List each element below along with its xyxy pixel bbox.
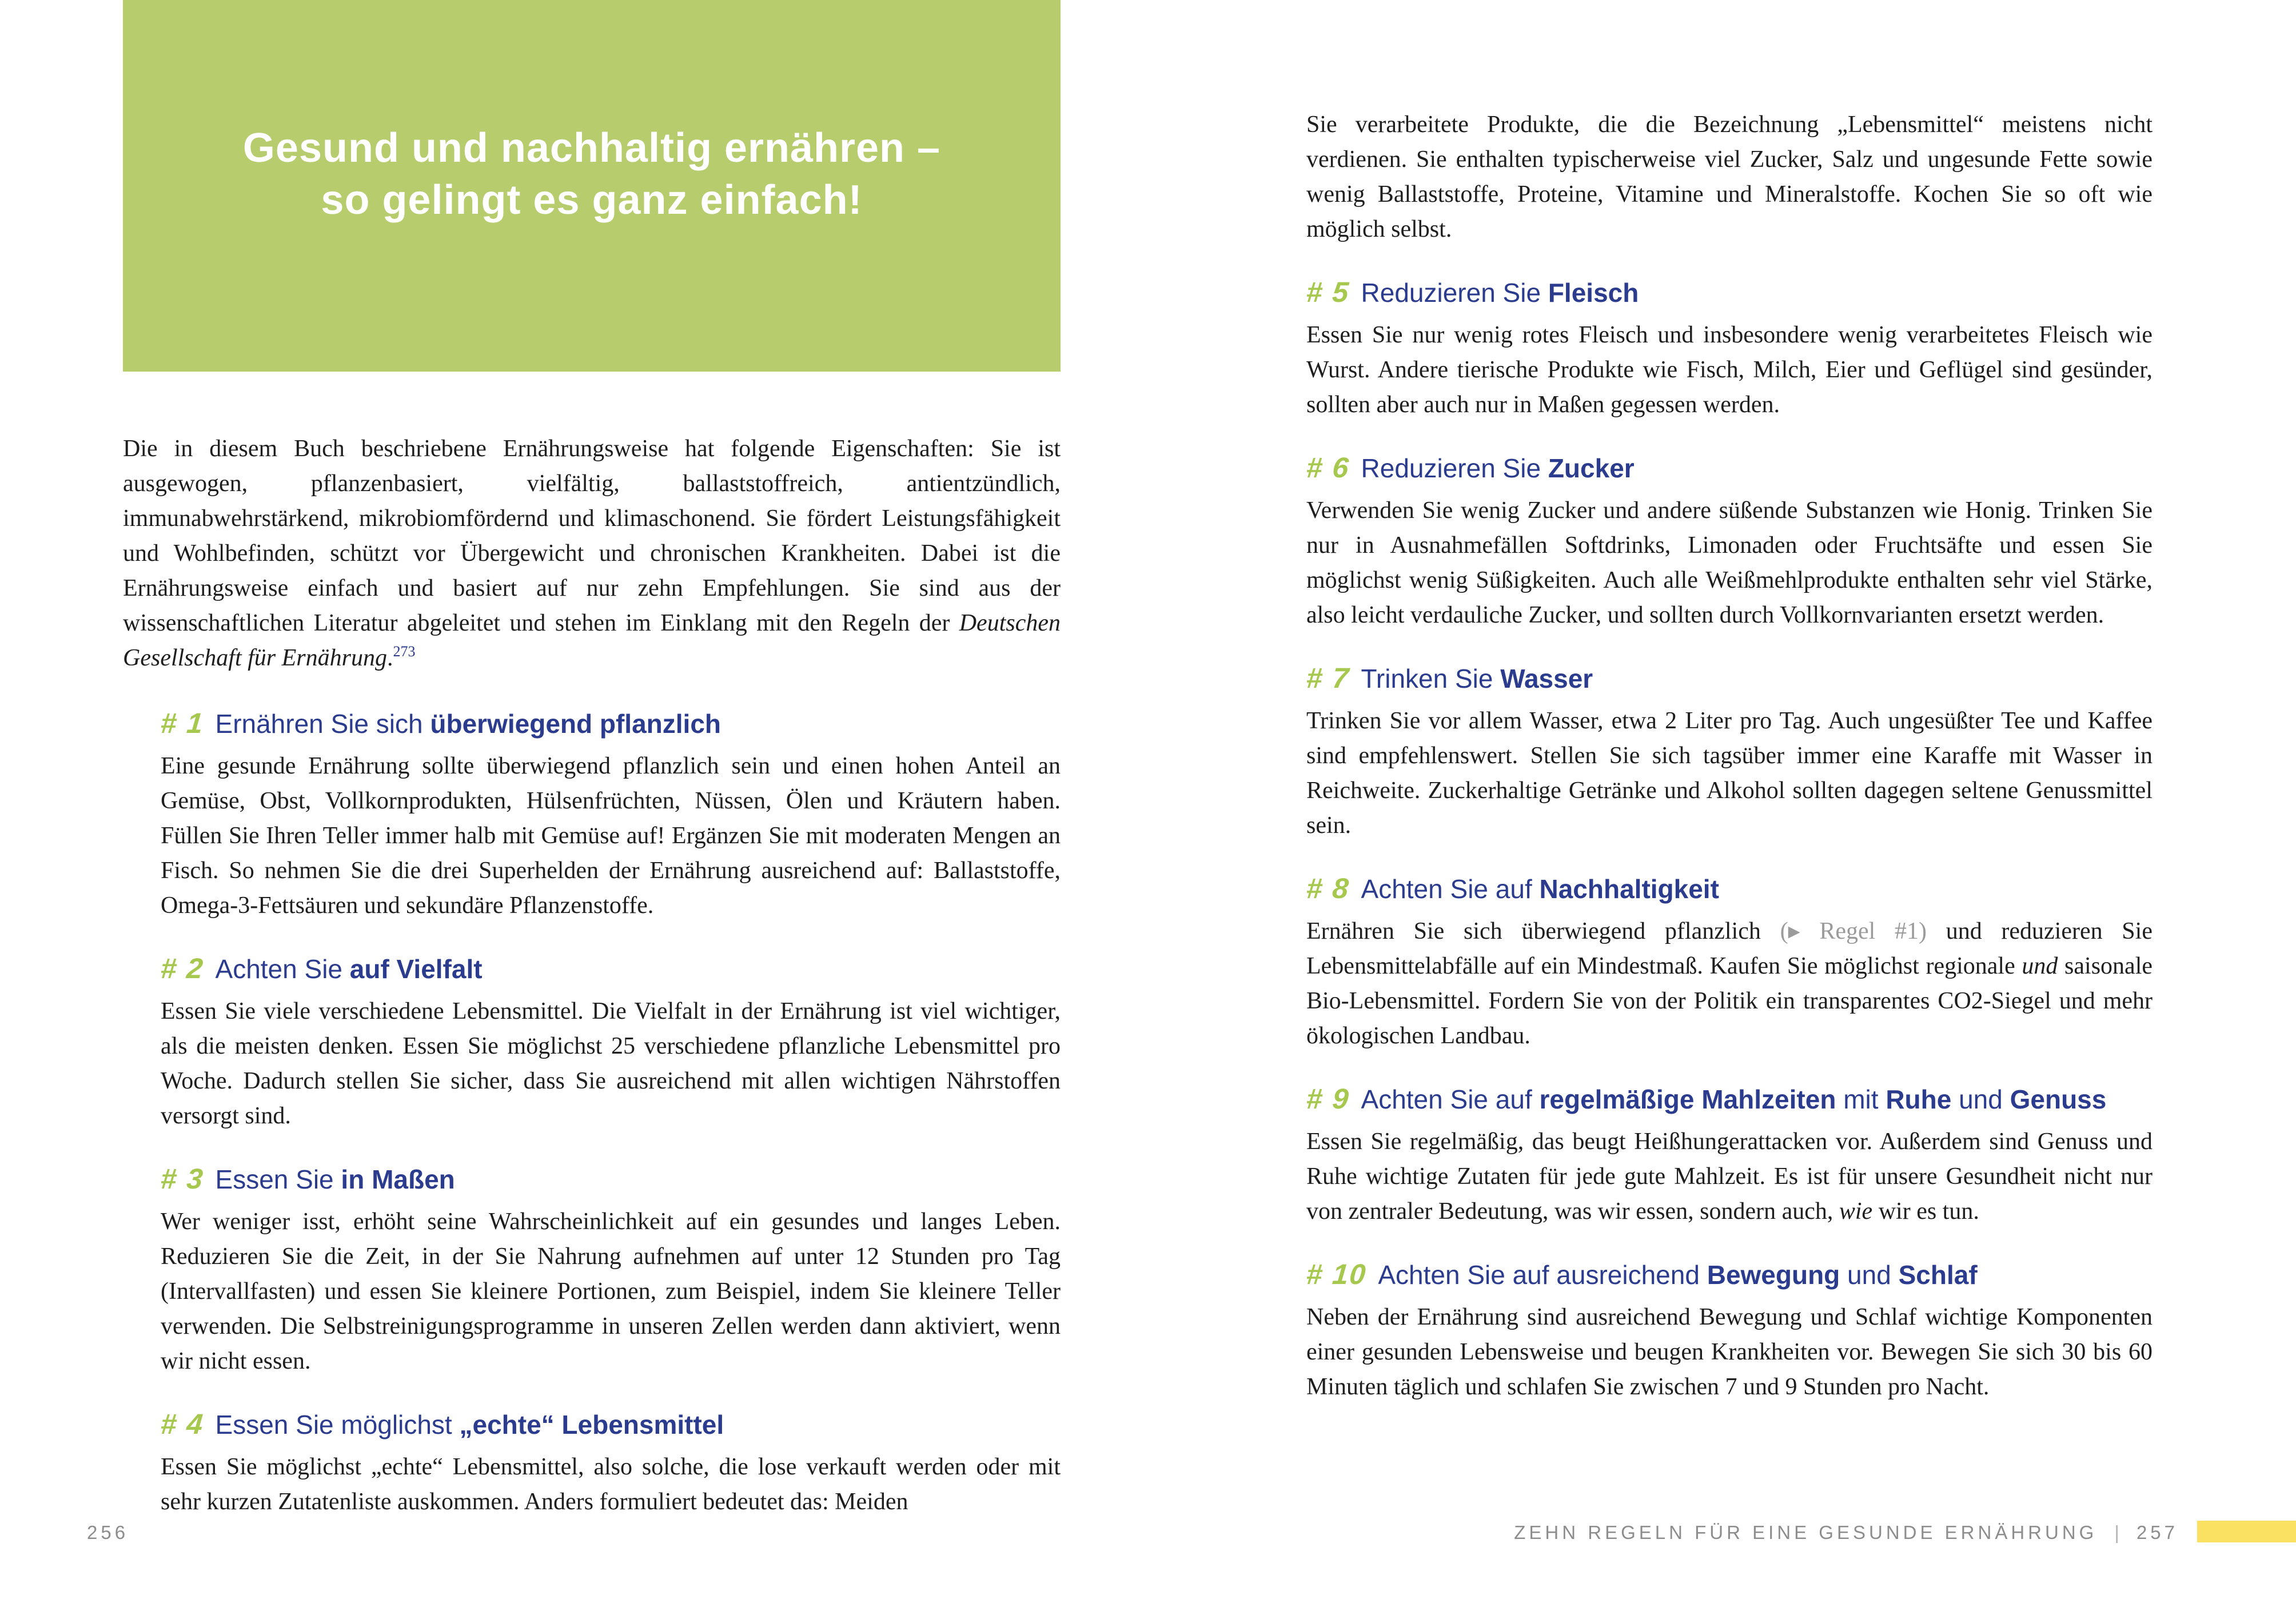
text-segment: Ernähren Sie sich überwiegend pflanzlich [1306, 918, 1780, 944]
text-segment: auf Vielfalt [349, 954, 483, 984]
rule-heading [161, 707, 1061, 740]
page-right [1305, 0, 2178, 1607]
rule-body [1306, 318, 2152, 422]
text-segment: Bewegung [1707, 1260, 1840, 1290]
rule-heading [161, 1407, 1061, 1441]
text-segment: Ruhe [1886, 1084, 1952, 1114]
rule-number: # 5 [1305, 276, 1351, 308]
page-number-left: 256 [87, 1522, 129, 1543]
text-segment: Wasser [1500, 664, 1593, 693]
text-segment: 273 [393, 643, 416, 660]
rule-heading [1306, 872, 2152, 905]
text-segment: und [2022, 953, 2058, 979]
rule-number: # 4 [159, 1408, 205, 1440]
text-segment: Essen Sie viele verschiedene Lebensmittel. Die Vielfalt in der Ernährung ist viel wichtiger, als die meisten denken. Essen Sie möglichst 25 verschiedene pflanzliche Lebensmittel pro Woche. Dadurch stellen Sie sicher, dass Sie ausreichend mit allen wichtigen Nährstoffen versorgt sind. [161, 998, 1061, 1129]
text-segment: wie [1839, 1198, 1873, 1225]
rule-body [161, 749, 1061, 923]
intro-paragraph [123, 432, 1061, 678]
text-segment: Eine gesunde Ernährung sollte überwiegend pflanzlich sein und einen hohen Anteil an Gemüse, Obst, Vollkornprodukten, Hülsenfrüchten, Nüssen, Ölen und Kräutern haben. Füllen Sie Ihren Teller immer halb mit Gemüse auf! Ergänzen Sie mit moderaten Mengen an Fisch. So nehmen Sie die drei Superhelden der Ernährung ausreichend auf: Ballaststoffe, Omega-3-Fettsäuren und sekundäre Pflanzenstoffe. [161, 753, 1061, 919]
text-segment: Essen Sie nur wenig rotes Fleisch und insbesondere wenig verarbeitetes Fleisch wie Wurst. Andere tierische Produkte wie Fisch, Milch, Eier und Geflügel sind gesünder, sollten aber auch nur in Maßen gegessen werden. [1306, 322, 2152, 418]
rule-heading [1306, 1258, 2152, 1291]
rule-heading [161, 1162, 1061, 1195]
rule-number: # 1 [159, 707, 205, 739]
rule-heading [161, 952, 1061, 985]
text-segment: und [1951, 1084, 2010, 1114]
running-head-title: ZEHN REGELN FÜR EINE GESUNDE ERNÄHRUNG [1514, 1522, 2098, 1543]
rules-list-left [161, 707, 1061, 1520]
text-segment: Trinken Sie [1361, 664, 1501, 693]
text-segment: Schlaf [1898, 1260, 1978, 1290]
rules-list-right [1306, 276, 2152, 1405]
rule-section [161, 707, 1061, 923]
rule-section [1306, 451, 2152, 633]
page-left [87, 0, 1061, 1607]
text-segment: Nachhaltigkeit [1539, 874, 1719, 904]
text-segment: Achten Sie auf [1361, 874, 1540, 904]
rule-section [1306, 276, 2152, 422]
text-segment: Achten Sie auf ausreichend [1378, 1260, 1707, 1290]
text-segment: (▸ Regel #1) [1780, 918, 1927, 944]
chapter-title [243, 122, 940, 226]
text-segment: Sie verarbeitete Produkte, die die Bezeichnung „Lebensmittel“ meistens nicht verdienen. Sie enthalten typischerweise viel Zucker, Salz und ungesunde Fette sowie wenig Ballaststoffe, Proteine, Vitamine und Mineralstoffe. Kochen Sie so oft wie möglich selbst. [1306, 111, 2152, 242]
text-segment: Achten Sie [215, 954, 350, 984]
text-segment: Trinken Sie vor allem Wasser, etwa 2 Liter pro Tag. Auch ungesüßter Tee und Kaffee sind empfehlenswert. Stellen Sie sich tagsüber immer eine Karaffe mit Wasser in Reichweite. Zuckerhaltige Getränke und Alkohol sollten dagegen seltene Genussmittel sein. [1306, 708, 2152, 839]
rule-body [1306, 1300, 2152, 1405]
text-segment: „echte“ Lebensmittel [459, 1410, 724, 1439]
text-segment: Reduzieren Sie [1361, 453, 1548, 483]
footer-separator: | [2114, 1522, 2119, 1543]
rule-body [161, 994, 1061, 1134]
text-segment: regelmäßige Mahlzeiten [1539, 1084, 1836, 1114]
continuation-paragraph [1306, 107, 2152, 247]
rule-section [1306, 1082, 2152, 1229]
text-segment: Zucker [1548, 453, 1635, 483]
rule-number: # 10 [1305, 1258, 1368, 1290]
text-segment: Neben der Ernährung sind ausreichend Bewegung und Schlaf wichtige Komponenten einer gesunden Lebensweise und beugen Krankheiten vor. Bewegen Sie sich 30 bis 60 Minuten täglich und schlafen Sie zwischen 7 und 9 Stunden pro Nacht. [1306, 1304, 2152, 1400]
text-segment: . [386, 645, 393, 671]
chapter-title-box [123, 0, 1061, 372]
chapter-edge-tab [2197, 1521, 2296, 1542]
rule-section [1306, 661, 2152, 843]
text-segment: Essen Sie möglichst [215, 1410, 460, 1439]
rule-heading [1306, 661, 2152, 695]
rule-section [161, 1162, 1061, 1379]
text-segment: Essen Sie regelmäßig, das beugt Heißhungerattacken vor. Außerdem sind Genuss und Ruhe wichtige Zutaten für jede gute Mahlzeit. Es ist für unsere Gesundheit nicht nur von zentraler Bedeutung, was wir essen, sondern auch, [1306, 1129, 2152, 1225]
rule-number: # 8 [1305, 872, 1351, 904]
rule-body [1306, 493, 2152, 633]
rule-section [161, 952, 1061, 1134]
rule-number: # 6 [1305, 452, 1351, 484]
rule-number: # 9 [1305, 1083, 1351, 1115]
rule-body [1306, 704, 2152, 843]
rule-body [161, 1450, 1061, 1520]
rule-body [1306, 914, 2152, 1054]
text-segment: mit [1836, 1084, 1886, 1114]
text-segment: Achten Sie auf [1361, 1084, 1540, 1114]
text-segment: und [1840, 1260, 1899, 1290]
text-segment: überwiegend pflanzlich [430, 709, 721, 739]
rule-section [1306, 872, 2152, 1054]
text-segment: saisonale Bio-Lebensmittel. Fordern Sie von der Politik ein transparentes CO2-Siegel und mehr ökologischen Landbau. [1306, 953, 2153, 1049]
rule-heading [1306, 1082, 2152, 1115]
rule-number: # 2 [159, 952, 205, 984]
chapter-title-line1: Gesund und nachhaltig ernähren – [242, 125, 941, 172]
chapter-title-line2: so gelingt es ganz einfach! [321, 177, 863, 223]
text-segment: in Maßen [341, 1165, 455, 1194]
rule-number: # 7 [1305, 662, 1351, 694]
text-segment: Fleisch [1548, 278, 1639, 308]
text-segment: Essen Sie [215, 1165, 341, 1194]
rule-body [161, 1205, 1061, 1379]
rule-heading [1306, 451, 2152, 484]
text-segment: und reduzieren Sie Lebensmittelabfälle auf ein Mindestmaß. Kaufen Sie möglichst regionale [1306, 918, 2152, 979]
rule-section [1306, 1258, 2152, 1405]
text-segment: Deutschen Gesellschaft für Ernährung [123, 610, 1061, 671]
text-segment: Ernähren Sie sich [215, 709, 431, 739]
running-footer-right [1514, 1522, 2178, 1544]
text-segment: Reduzieren Sie [1361, 278, 1548, 308]
text-segment: Essen Sie möglichst „echte“ Lebensmittel, also solche, die lose verkauft werden oder mit sehr kurzen Zutatenliste auskommen. Anders formuliert bedeutet das: Meiden [161, 1454, 1061, 1515]
rule-heading [1306, 276, 2152, 309]
text-segment: Die in diesem Buch beschriebene Ernährungsweise hat folgende Eigenschaften: Sie ist ausgewogen, pflanzenbasiert, vielfältig, ballaststoffreich, antientzündlich, immunabwehrstärkend, mikrobiomfördernd und klimaschonend. Sie fördert Leistungsfähigkeit und Wohlbefinden, schützt vor Übergewicht und chronischen Krankheiten. Dabei ist die Ernährungsweise einfach und basiert auf nur zehn Empfehlungen. Sie sind aus der wissenschaftlichen Literatur abgeleitet und stehen im Einklang mit den Regeln der [123, 436, 1061, 636]
text-segment: Genuss [2010, 1084, 2107, 1114]
rule-section [161, 1407, 1061, 1520]
rule-body [1306, 1124, 2152, 1229]
text-segment: Wer weniger isst, erhöht seine Wahrscheinlichkeit auf ein gesundes und langes Leben. Reduzieren Sie die Zeit, in der Sie Nahrung aufnehmen auf unter 12 Stunden pro Tag (Intervallfasten) und essen Sie kleinere Portionen, zum Beispiel, indem Sie kleinere Teller verwenden. Die Selbstreinigungsprogramme in unseren Zellen werden dann aktiviert, wenn wir nicht essen. [161, 1209, 1061, 1374]
text-segment: Verwenden Sie wenig Zucker und andere süßende Substanzen wie Honig. Trinken Sie nur in Ausnahmefällen Softdrinks, Limonaden oder Fruchtsäfte und essen Sie möglichst wenig Süßigkeiten. Auch alle Weißmehlprodukte enthalten sehr viel Stärke, also leicht verdauliche Zucker, und sollten durch Vollkornvarianten ersetzt werden. [1306, 497, 2152, 628]
page-number-right: 257 [2136, 1522, 2178, 1543]
rule-number: # 3 [159, 1163, 205, 1195]
text-segment: wir es tun. [1872, 1198, 1979, 1225]
